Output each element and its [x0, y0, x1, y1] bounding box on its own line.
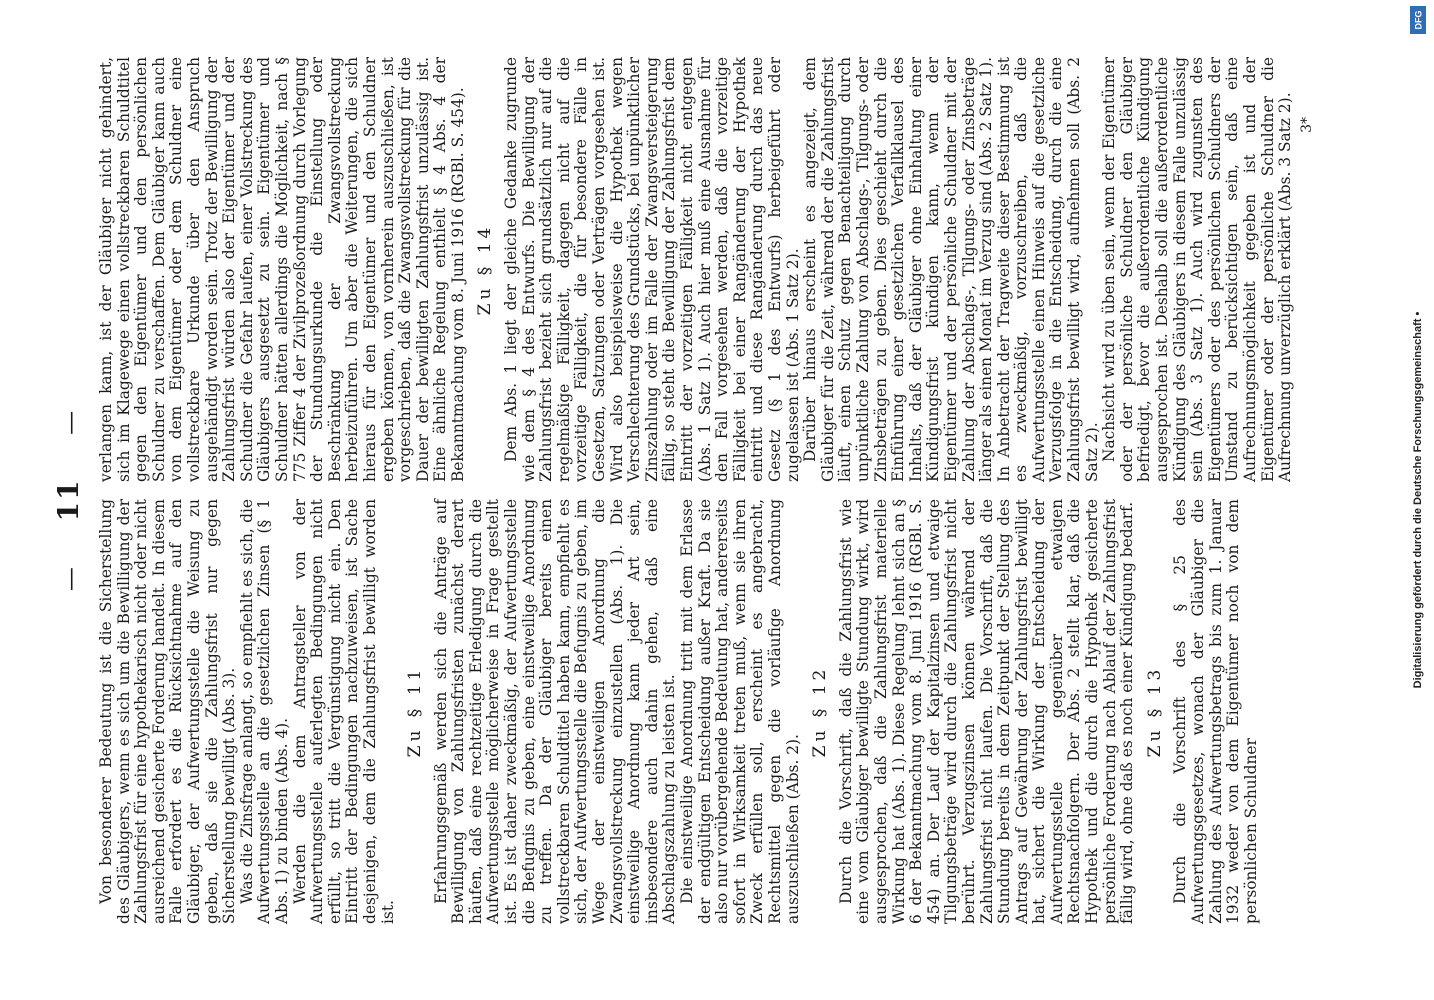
section-heading: Zu § 12	[810, 665, 831, 758]
paragraph: Dem Abs. 1 liegt der gleiche Gedanke zugrunde wie dem § 4 des Entwurfs. Die Bewilligung der Zahlungsfrist bezieht sich grundsätzlich nur auf die regelmäßige Fälligkeit, dagegen nicht auf die vorzeitige Fälligkeit, die für besondere Fälle in Gesetzen, Satzungen oder Verträgen vorgesehen ist. Wird also beispielsweise die Hypothek wegen Verschlechterung des Grundstücks, bei unpünktlicher Zinszahlung oder im Falle der Zwangsversteigerung fällig, so steht die Bewilligung der Zahlungsfrist dem Eintritt der vorzeitigen Fälligkeit nicht entgegen (Abs. 1 Satz 1). Auch hier muß eine Ausnahme für den Fall vorgesehen werden, daß die vorzeitige Fälligkeit bei einer Rangänderung der Hypothek eintritt und diese Rangänderung durch das neue Gesetz (§ 1 des Entwurfs) herbeigeführt oder zugelassen ist (Abs. 1 Satz 2).	[502, 57, 802, 482]
paragraph: Nachsicht wird zu üben sein, wenn der Eigentümer oder der persönliche Schuldner den Gläubiger befriedigt, bevor die außerordentliche Kündigung ausgesprochen ist. Deshalb soll die außerordentliche Kündigung des Gläubigers in diesem Falle unzulässig sein (Abs. 3 Satz 1). Auch wird zugunsten des Eigentümers oder des persönlichen Schuldners der Umstand zu berücksichtigen sein, daß eine Aufrechnungsmöglichkeit gegeben ist und der Eigentümer oder der persönliche Schuldner die Aufrechnung unverzüglich erklärt (Abs. 3 Satz 2).	[1100, 57, 1295, 482]
paragraph: Durch die Vorschrift des § 25 des Aufwertungsgesetzes, wonach der Gläubiger die Zahlung des Aufwertungsbetrags bis zum 1. Januar 1932 weder von dem Eigentümer noch von dem persönlichen Schuldner	[1171, 499, 1260, 924]
paragraph: Von besonderer Bedeutung ist die Sicherstellung des Gläubigers, wenn es sich um die Bewilligung der Zahlungsfrist für eine hypothekarisch nicht oder nicht ausreichend gesicherte Forderung handelt. In diesem Falle erfordert es die Rücksichtnahme auf den Gläubiger, der Aufwertungsstelle die Weisung zu geben, daß sie die Zahlungsfrist nur gegen Sicherstellung bewilligt (Abs. 3).	[97, 499, 239, 924]
paragraph: Die einstweilige Anordnung tritt mit dem Erlasse der endgültigen Entscheidung außer Kraft. Da sie also nur vorübergehende Bedeutung hat, andererseits sofort in Wirksamkeit treten muß, wenn sie ihren Zweck erfüllen soll, erscheint es angebracht, Rechtsmittel gegen die vorläufige Anordnung auszuschließen (Abs. 2).	[678, 499, 802, 924]
paragraph: Werden die dem Antragsteller von der Aufwertungsstelle auferlegten Bedingungen nicht erfüllt, so tritt die Vergünstigung nicht ein. Den Eintritt der Bedingungen nachzuweisen, ist Sache desjenigen, dem die Zahlungsfrist bewilligt worden ist.	[290, 499, 397, 924]
digitization-note: Digitalisierung gefördert durch die Deutsche Forschungsgemeinschaft •	[1412, 311, 1424, 689]
header-dash-left: —	[56, 565, 84, 592]
signature-mark: 3*	[1298, 117, 1315, 133]
paragraph: Durch die Vorschrift, daß die Zahlungsfrist wie eine vom Gläubiger bewilligte Stundung wirkt, wird ausgesprochen, daß die Zahlungsfrist materielle Wirkung hat (Abs. 1). Diese Regelung lehnt sich an § 6 der Bekanntmachung vom 8. Juni 1916 (RGBl. S. 454) an. Der Lauf der Kapitalzinsen und etwaige Tilgungsbeträge wird durch die Zahlungsfrist nicht berührt. Verzugszinsen können während der Zahlungsfrist nicht laufen. Die Vorschrift, daß die Stundung bereits in dem Zeitpunkt der Stellung des Antrags auf Gewährung der Zahlungsfrist bewilligt hat, sichert die Wirkung der Entscheidung der Aufwertungsstelle gegenüber etwaigen Rechtsnachfolgern. Der Abs. 2 stellt klar, daß die Hypothek und die durch die Hypothek gesicherte persönliche Forderung nach Ablauf der Zahlungsfrist fällig wird, ohne daß es noch einer Kündigung bedarf.	[836, 499, 1137, 924]
left-text-column	[98, 499, 1258, 924]
dfg-logo	[1410, 6, 1426, 34]
dfg-logo-text: DFG	[1413, 10, 1423, 30]
page-number: 11	[52, 478, 85, 522]
digitization-strip	[1402, 0, 1434, 1000]
section-heading: Zu § 13	[1144, 665, 1165, 758]
right-text-column	[97, 57, 1315, 482]
paragraph: Erfahrungsgemäß werden sich die Anträge auf Bewilligung von Zahlungsfristen zunächst derart häufen, daß eine rechtzeitige Erledigung durch die Aufwertungsstelle möglicherweise in Frage gestellt ist. Es ist daher zweckmäßig, der Aufwertungsstelle die Befugnis zu geben, eine einstweilige Anordnung zu treffen. Da der Gläubiger bereits einen vollstreckbaren Schuldtitel haben kann, empfiehlt es sich, der Aufwertungsstelle die Befugnis zu geben, im Wege der einstweiligen Anordnung die Zwangsvollstreckung einzustellen (Abs. 1). Die einstweilige Anordnung kann jeder Art sein, insbesondere auch dahin gehen, daß eine Abschlagszahlung zu leisten ist.	[431, 499, 679, 924]
paragraph: Was die Zinsfrage anlangt, so empfiehlt es sich, die Aufwertungsstelle an die gesetzlichen Zinsen (§ 1 Abs. 1) zu binden (Abs. 4).	[237, 499, 291, 924]
paragraph: verlangen kann, ist der Gläubiger nicht gehindert, sich im Klagewege einen vollstreckbaren Schuldtitel gegen den Eigentümer und den persönlichen Schuldner zu verschaffen. Dem Gläubiger kann auch von dem Eigentümer oder dem Schuldner eine vollstreckbare Urkunde über den Anspruch ausgehändigt worden sein. Trotz der Bewilligung der Zahlungsfrist würden also der Eigentümer und der Schuldner die Gefahr laufen, einer Vollstreckung des Gläubigers ausgesetzt zu sein. Eigentümer und Schuldner hätten allerdings die Möglichkeit, nach § 775 Ziffer 4 der Zivilprozeßordnung durch Vorlegung der Stundungsurkunde die Einstellung oder Beschränkung der Zwangsvollstreckung herbeizuführen. Um aber die Weiterungen, die sich hieraus für den Eigentümer und den Schuldner ergeben können, von vornherein auszuschließen, ist vorgeschrieben, daß die Zwangsvollstreckung für die Dauer der bewilligten Zahlungsfrist unzulässig ist. Eine ähnliche Regelung enthielt § 4 Abs. 4 der Bekanntmachung vom 8. Juni 1916 (RGBl. S. 454).	[97, 57, 467, 482]
paragraph: Darüber hinaus erscheint es angezeigt, dem Gläubiger für die Zeit, während der die Zahlungsfrist läuft, einen Schutz gegen Benachteiligung durch unpünktliche Zahlung von Abschlags-, Tilgungs- oder Zinsbeträgen zu geben. Dies geschieht durch die Einführung einer gesetzlichen Verfallklausel des Inhalts, daß der Gläubiger ohne Einhaltung einer Kündigungsfrist kündigen kann, wenn der Eigentümer und der persönliche Schuldner mit der Zahlung der Abschlags-, Tilgungs- oder Zinsbeträge länger als einen Monat im Verzug sind (Abs. 2 Satz 1). In Anbetracht der Tragweite dieser Bestimmung ist es zweckmäßig, vorzuschreiben, daß die Aufwertungsstelle einen Hinweis auf die gesetzliche Verzugsfolge in die Entscheidung, durch die eine Zahlungsfrist bewilligt wird, aufnehmen soll (Abs. 2 Satz 2).	[801, 57, 1101, 482]
page-header	[52, 0, 85, 1000]
header-dash-right: —	[56, 408, 84, 435]
section-heading: Zu § 11	[405, 665, 426, 758]
section-heading: Zu § 14	[475, 223, 496, 316]
